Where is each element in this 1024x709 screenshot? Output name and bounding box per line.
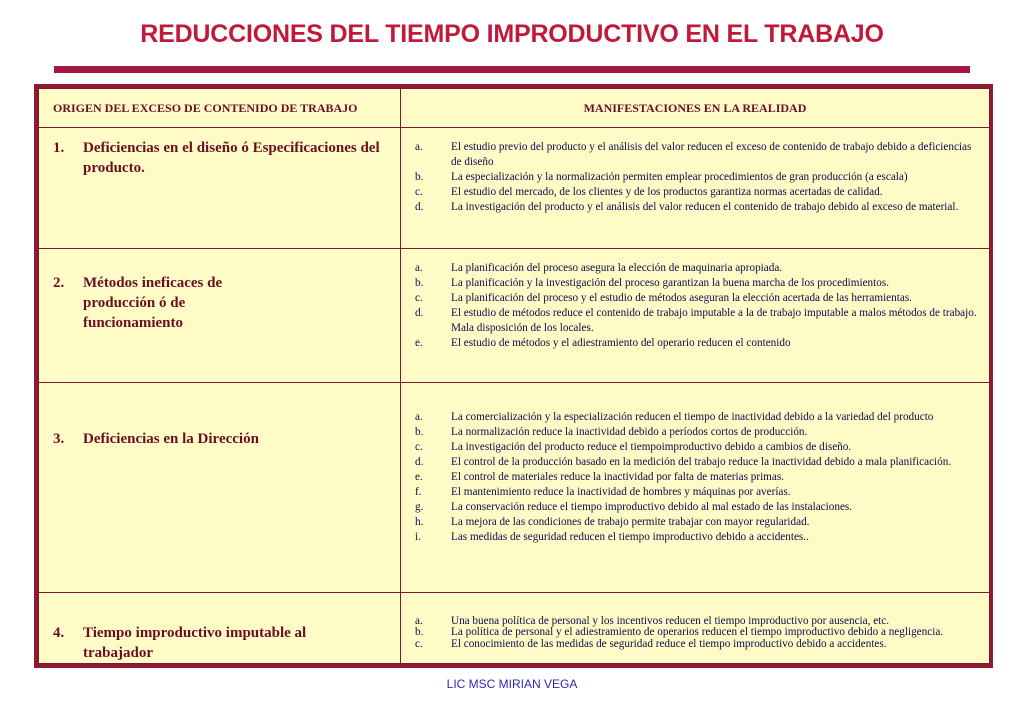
item-text: Una buena política de personal y los incentivos reducen el tiempo improductivo por ausencia, etc. <box>451 615 890 627</box>
item-text: El conocimiento de las medidas de seguridad reduce el tiempo improductivo debido a accidentes. <box>451 638 887 650</box>
table-row <box>39 249 990 383</box>
list-item <box>415 627 979 638</box>
list-item <box>415 185 979 200</box>
item-text: La política de personal y el adiestramiento de operarios reducen el tiempo improductivo debido a negligencia. <box>451 626 944 638</box>
origin-text: Deficiencias en el diseño ó Especificaciones del producto. <box>83 140 380 176</box>
item-text: La especialización y la normalización permiten emplear procedimientos de gran producción (a escala) <box>451 171 908 183</box>
item-marker: c. <box>415 292 423 304</box>
origin-number: 2. <box>53 275 65 291</box>
item-text: El estudio de métodos reduce el contenido de trabajo imputable a la de trabajo imputable a malos métodos de trabajo. Mala disposición de los locales. <box>451 307 977 334</box>
origin-cell <box>39 128 401 249</box>
list-item <box>415 638 979 650</box>
list-item <box>415 470 979 485</box>
origin-entry <box>39 623 400 663</box>
item-marker: a. <box>415 411 423 423</box>
item-text: El estudio del mercado, de los clientes y de los productos garantiza normas acertadas de calidad. <box>451 186 883 198</box>
origin-text: Métodos ineficaces de producción ó de funcionamiento <box>83 275 223 331</box>
item-marker: d. <box>415 201 424 213</box>
item-marker: a. <box>415 141 423 153</box>
item-text: El control de la producción basado en la medición del trabajo reduce la inactividad debido a mala planificación. <box>451 456 952 468</box>
item-marker: e. <box>415 471 423 483</box>
item-text: El mantenimiento reduce la inactividad de hombres y máquinas por averías. <box>451 486 791 498</box>
item-marker: i. <box>415 531 421 543</box>
item-text: La mejora de las condiciones de trabajo permite trabajar con mayor regularidad. <box>451 516 810 528</box>
list-item <box>415 291 979 306</box>
item-marker: h. <box>415 516 424 528</box>
list-item <box>415 425 979 440</box>
manifest-list <box>401 140 989 215</box>
list-item <box>415 500 979 515</box>
header-row <box>39 89 990 128</box>
item-marker: g. <box>415 501 424 513</box>
item-marker: d. <box>415 456 424 468</box>
item-marker: b. <box>415 171 424 183</box>
item-marker: b. <box>415 626 424 638</box>
item-marker: d. <box>415 307 424 319</box>
reductions-table <box>34 84 993 668</box>
manifest-cell <box>401 249 990 383</box>
origin-number: 1. <box>53 140 65 156</box>
reductions-grid <box>38 88 990 664</box>
item-text: El estudio previo del producto y el análisis del valor reducen el exceso de contenido de trabajo debido a deficiencias de diseño <box>451 141 972 168</box>
list-item <box>415 200 979 215</box>
item-text: La planificación y la investigación del proceso garantizan la buena marcha de los procedimientos. <box>451 277 890 289</box>
manifest-cell <box>401 128 990 249</box>
list-item <box>415 261 979 276</box>
origin-cell <box>39 249 401 383</box>
origin-number: 3. <box>53 431 65 447</box>
list-item <box>415 410 979 425</box>
origin-cell <box>39 383 401 593</box>
item-text: La normalización reduce la inactividad debido a períodos cortos de producción. <box>451 426 808 438</box>
list-item <box>415 455 979 470</box>
list-item <box>415 276 979 291</box>
table-row <box>39 128 990 249</box>
list-item <box>415 530 979 545</box>
item-marker: a. <box>415 262 423 274</box>
manifest-cell <box>401 593 990 664</box>
list-item <box>415 170 979 185</box>
item-text: Las medidas de seguridad reducen el tiempo improductivo debido a accidentes.. <box>451 531 809 543</box>
list-item <box>415 515 979 530</box>
origin-entry <box>39 429 400 449</box>
item-marker: a. <box>415 615 423 627</box>
manifest-list <box>401 615 989 650</box>
list-item <box>415 336 979 351</box>
item-text: La investigación del producto y el análisis del valor reducen el contenido de trabajo debido al exceso de material. <box>451 201 959 213</box>
item-text: La investigación del producto reduce el tiempoimproductivo debido a cambios de diseño. <box>451 441 852 453</box>
manifest-cell <box>401 383 990 593</box>
title-divider <box>54 66 970 73</box>
item-marker: e. <box>415 337 423 349</box>
item-marker: b. <box>415 277 424 289</box>
manifest-list <box>401 410 989 545</box>
item-marker: b. <box>415 426 424 438</box>
list-item <box>415 440 979 455</box>
item-text: La conservación reduce el tiempo improductivo debido al mal estado de las instalaciones. <box>451 501 853 513</box>
item-marker: c. <box>415 186 423 198</box>
manifest-list <box>401 261 989 351</box>
header-manifestations: MANIFESTACIONES EN LA REALIDAD <box>401 89 990 128</box>
origin-number: 4. <box>53 625 65 641</box>
origin-entry <box>39 138 400 178</box>
origin-entry <box>39 273 400 333</box>
list-item <box>415 306 979 336</box>
item-text: El estudio de métodos y el adiestramiento del operario reducen el contenido <box>451 337 791 349</box>
item-marker: c. <box>415 441 423 453</box>
item-text: La planificación del proceso y el estudio de métodos aseguran la elección acertada de las herramientas. <box>451 292 912 304</box>
origin-text: Deficiencias en la Dirección <box>83 431 259 447</box>
list-item <box>415 485 979 500</box>
page-title: REDUCCIONES DEL TIEMPO IMPRODUCTIVO EN EL TRABAJO <box>140 20 884 48</box>
origin-cell <box>39 593 401 664</box>
table-row <box>39 593 990 664</box>
item-text: La planificación del proceso asegura la elección de maquinaria apropiada. <box>451 262 783 274</box>
item-marker: c. <box>415 638 423 650</box>
item-marker: f. <box>415 486 422 498</box>
list-item <box>415 140 979 170</box>
origin-text: Tiempo improductivo imputable al trabajador <box>83 625 307 661</box>
table-row <box>39 383 990 593</box>
item-text: El control de materiales reduce la inactividad por falta de materias primas. <box>451 471 784 483</box>
header-origin: ORIGEN DEL EXCESO DE CONTENIDO DE TRABAJO <box>39 89 401 128</box>
item-text: La comercialización y la especialización reducen el tiempo de inactividad debido a la variedad del producto <box>451 411 934 423</box>
author-footer: LIC MSC MIRIAN VEGA <box>446 677 578 691</box>
